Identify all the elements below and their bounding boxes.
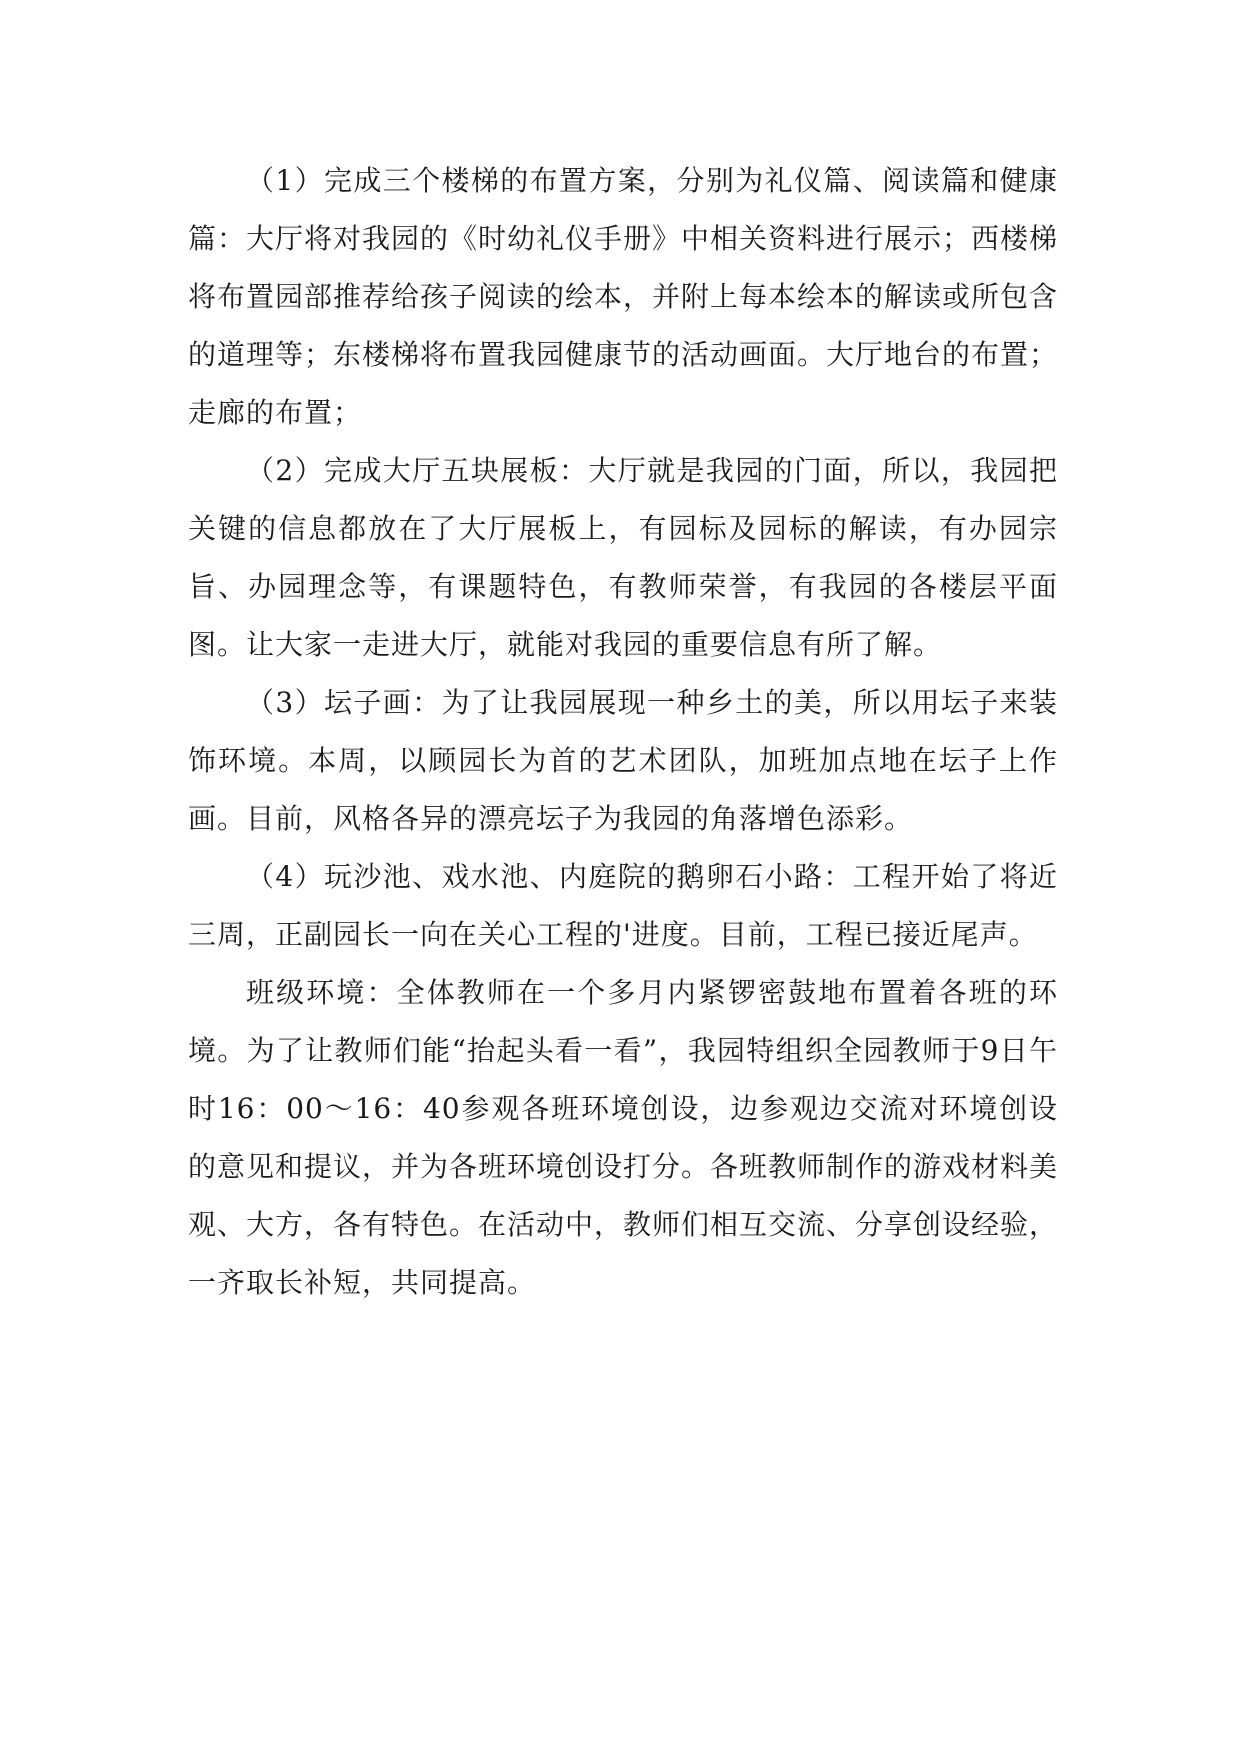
paragraph-staircase-plan: （1）完成三个楼梯的布置方案，分别为礼仪篇、阅读篇和健康篇：大厅将对我园的《时幼礼仪手册》中相关资料进行展示；西楼梯将布置园部推荐给孩子阅读的绘本，并附上每本绘本的解读或所包含的道理等；东楼梯将布置我园健康节的活动画面。大厅地台的布置；走廊的布置；: [188, 164, 1059, 429]
paragraph-sandpit-project: （4）玩沙池、戏水池、内庭院的鹅卵石小路：工程开始了将近三周，正副园长一向在关心工程的'进度。目前，工程已接近尾声。: [188, 860, 1058, 951]
paragraph-hall-boards: （2）完成大厅五块展板：大厅就是我园的门面，所以，我园把关键的信息都放在了大厅展板上，有园标及园标的解读，有办园宗旨、办园理念等，有课题特色，有教师荣誉，有我园的各楼层平面图。让大家一走进大厅，就能对我园的重要信息有所了解。: [188, 454, 1058, 661]
paragraph-jar-painting: （3）坛子画：为了让我园展现一种乡土的美，所以用坛子来装饰环境。本周，以顾园长为首的艺术团队，加班加点地在坛子上作画。目前，风格各异的漂亮坛子为我园的角落增色添彩。: [188, 686, 1058, 835]
paragraph-class-environment: 班级环境：全体教师在一个多月内紧锣密鼓地布置着各班的环境。为了让教师们能“抬起头看一看”，我园特组织全园教师于9日午时16：00～16：40参观各班环境创设，边参观边交流对环境创设的意见和提议，并为各班环境创设打分。各班教师制作的游戏材料美观、大方，各有特色。在活动中，教师们相互交流、分享创设经验，一齐取长补短，共同提高。: [188, 976, 1059, 1299]
document-body: [188, 152, 1058, 1312]
